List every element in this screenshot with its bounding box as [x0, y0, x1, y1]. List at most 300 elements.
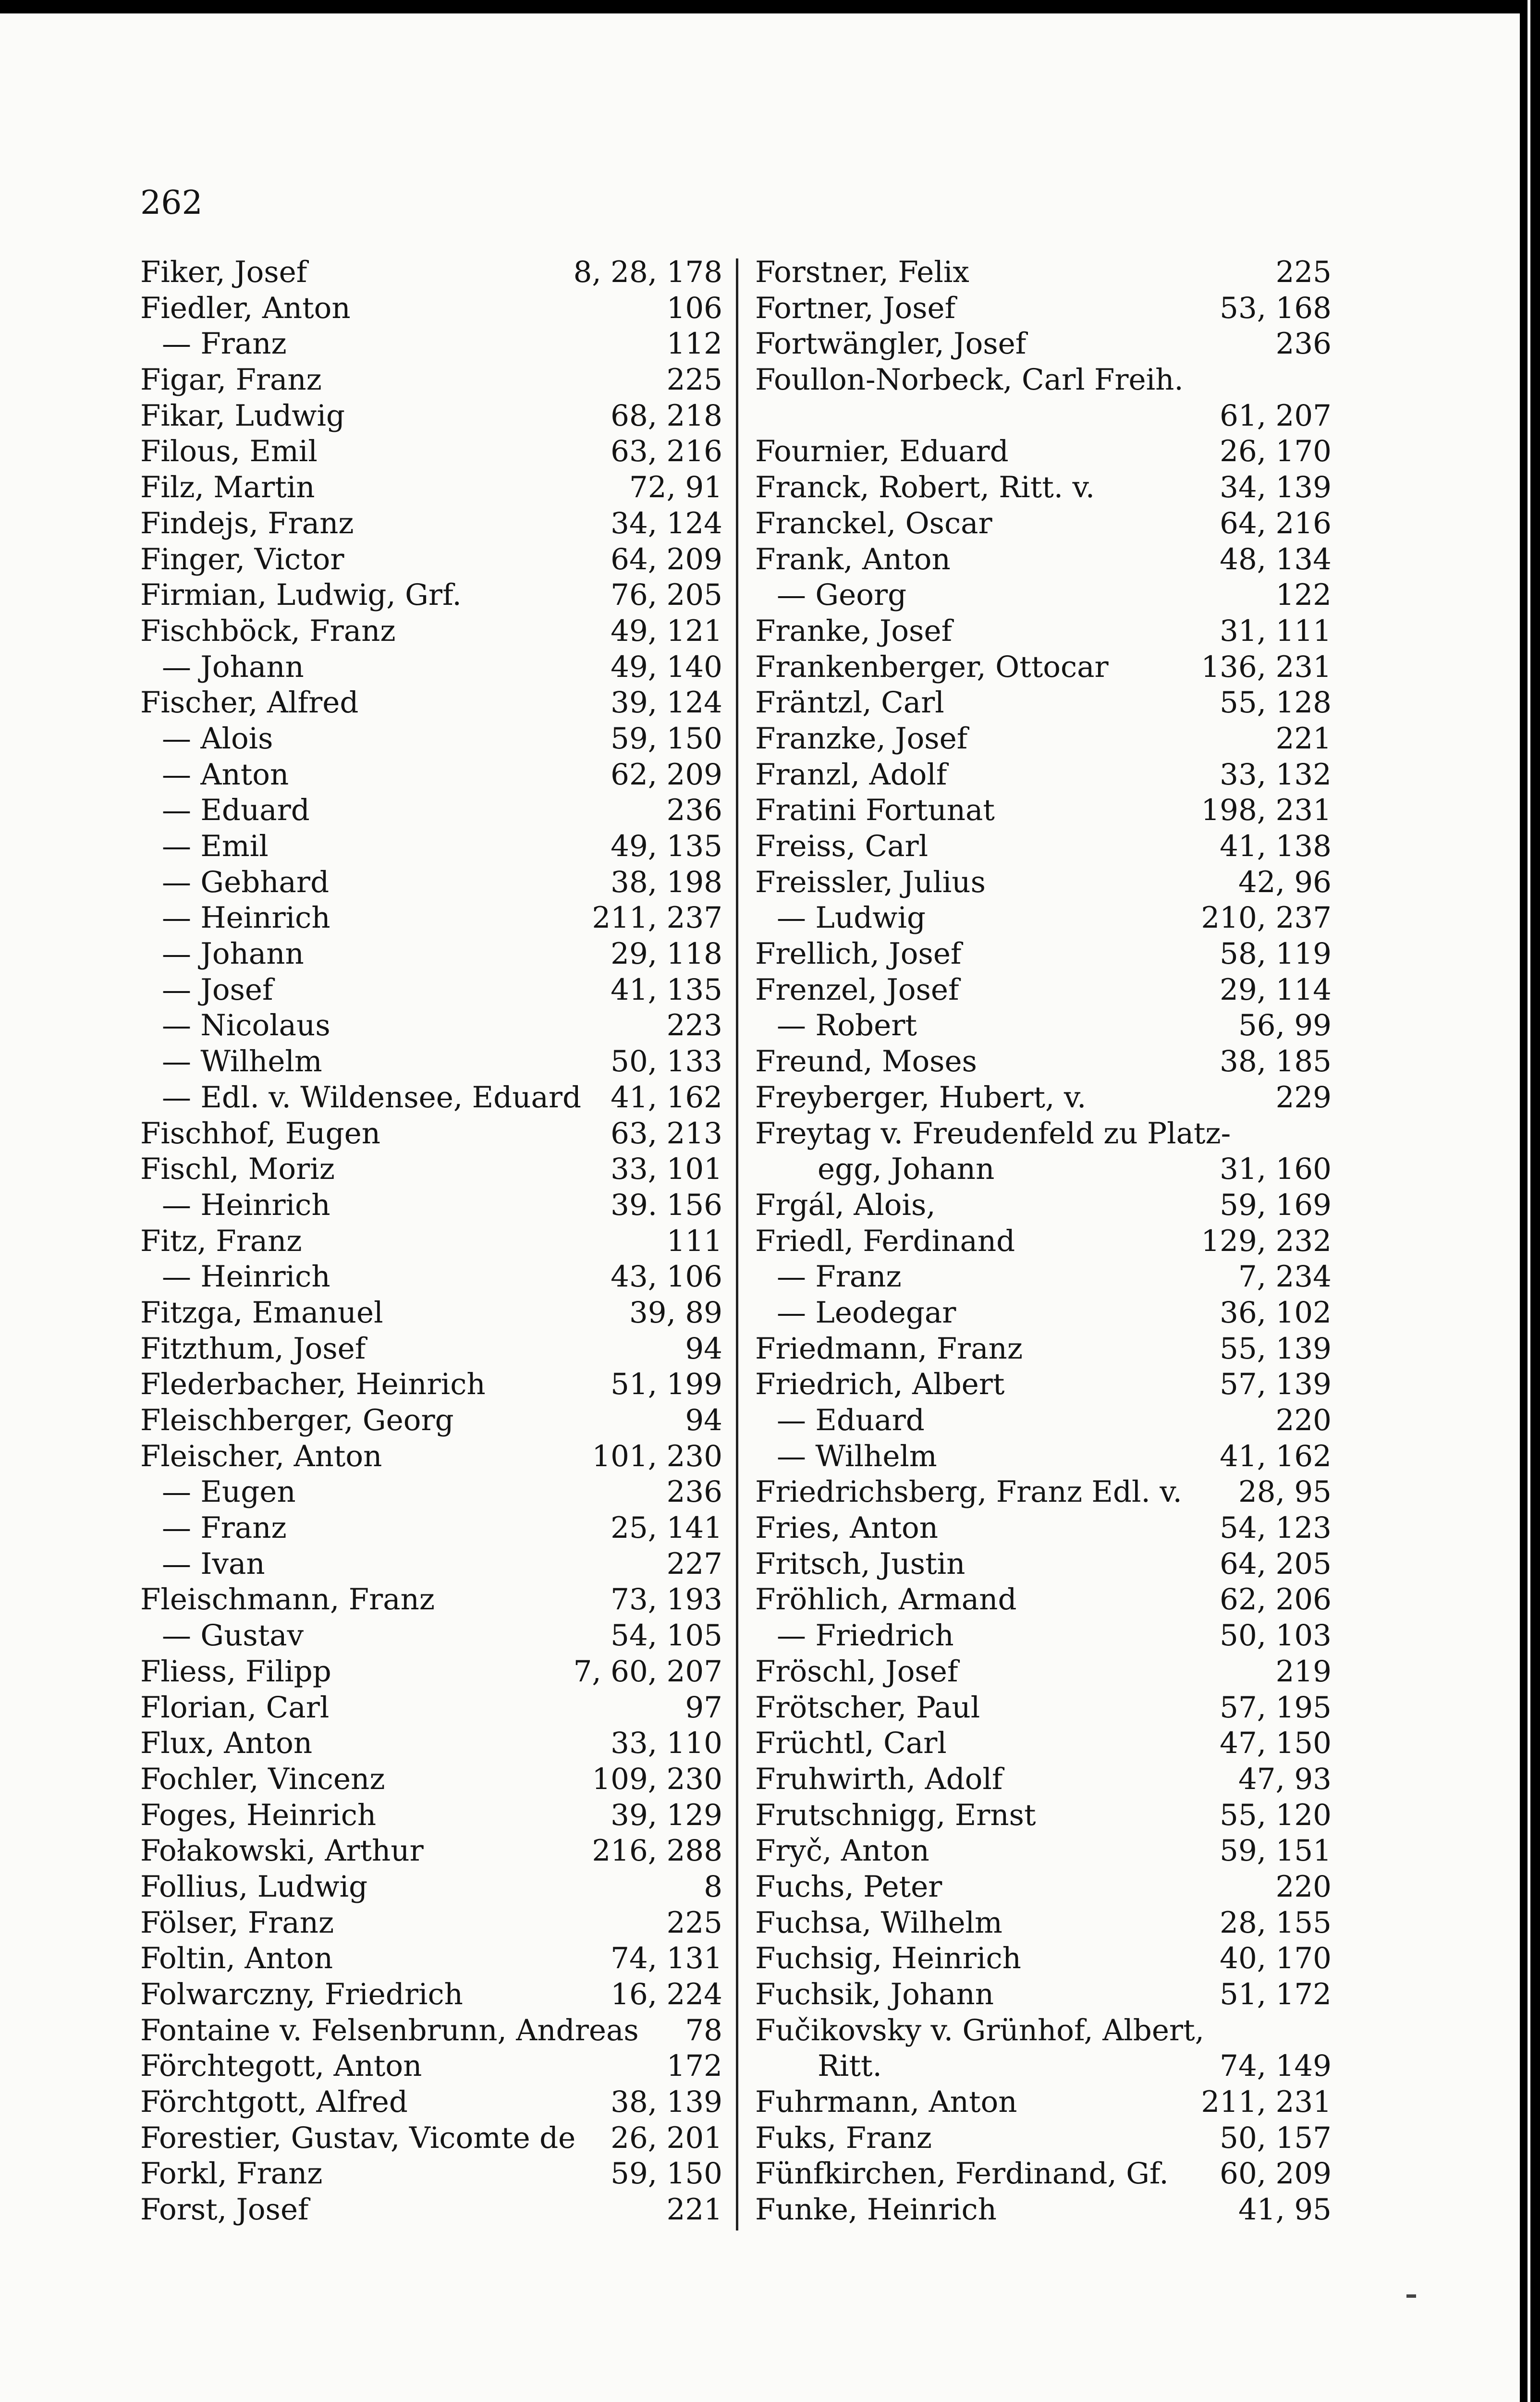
entry-name: Flederbacher, Heinrich: [140, 1367, 486, 1402]
entry-name: Fiker, Josef: [140, 255, 307, 289]
entry-pages: 236: [1275, 327, 1332, 361]
entry-name: — Eduard: [162, 793, 310, 828]
index-entry: [140, 1618, 722, 1654]
entry-name: Filous, Emil: [140, 434, 318, 469]
entry-name: Franck, Robert, Ritt. v.: [755, 470, 1095, 505]
entry-pages: 74, 131: [611, 1941, 722, 1976]
entry-name: Fiedler, Anton: [140, 291, 351, 325]
index-entry: [755, 900, 1332, 936]
entry-pages: 48, 134: [1220, 542, 1332, 576]
index-entry: [140, 398, 722, 434]
entry-name: Fischer, Alfred: [140, 686, 359, 720]
entry-name: Figar, Franz: [140, 363, 322, 397]
entry-pages: 39, 89: [629, 1295, 722, 1330]
entry-name: — Johann: [162, 650, 304, 684]
index-entry: [140, 1403, 722, 1439]
entry-name: Frankenberger, Ottocar: [755, 650, 1109, 684]
entry-pages: 94: [685, 1403, 722, 1437]
index-entry: [140, 1546, 722, 1582]
entry-name: Fröhlich, Armand: [755, 1582, 1017, 1617]
entry-pages: 55, 128: [1220, 686, 1332, 720]
index-entry: [755, 2192, 1332, 2228]
index-entry: [755, 613, 1332, 650]
entry-pages: 31, 160: [1220, 1152, 1332, 1187]
entry-pages: 57, 139: [1220, 1367, 1332, 1402]
entry-name: Foltin, Anton: [140, 1941, 333, 1976]
entry-name: Fröschl, Josef: [755, 1654, 958, 1689]
entry-pages: 55, 139: [1220, 1331, 1332, 1366]
index-entry: [755, 793, 1332, 829]
index-entry: [140, 362, 722, 398]
entry-name: — Ivan: [162, 1546, 265, 1581]
entry-name: Fikar, Ludwig: [140, 398, 345, 433]
index-entry: [755, 1690, 1332, 1726]
entry-pages: 41, 135: [611, 972, 722, 1007]
index-entry: [755, 1654, 1332, 1690]
index-entry: [755, 1295, 1332, 1331]
index-entry: [755, 1941, 1332, 1977]
entry-pages: 61, 207: [1220, 398, 1332, 433]
entry-name: Fryč, Anton: [755, 1834, 929, 1868]
entry-name: — Franz: [162, 1511, 287, 1545]
entry-name: Frellich, Josef: [755, 937, 962, 971]
entry-pages: 60, 209: [1220, 2157, 1332, 2191]
entry-pages: 33, 101: [611, 1152, 722, 1187]
index-entry: [140, 1439, 722, 1475]
entry-pages: 33, 132: [1220, 757, 1332, 792]
entry-pages: 225: [666, 1905, 722, 1940]
entry-pages: 59, 169: [1220, 1188, 1332, 1222]
index-entry: [140, 650, 722, 686]
index-entry: [755, 1188, 1332, 1224]
index-entry: [140, 1224, 722, 1260]
entry-pages: 50, 157: [1220, 2120, 1332, 2155]
entry-pages: 31, 111: [1220, 613, 1332, 648]
index-entry: [140, 2192, 722, 2228]
entry-name: Friedmann, Franz: [755, 1331, 1023, 1366]
entry-pages: 34, 124: [611, 506, 722, 540]
entry-pages: 62, 206: [1220, 1582, 1332, 1617]
entry-name: Fitzga, Emanuel: [140, 1295, 383, 1330]
entry-name: Flux, Anton: [140, 1726, 313, 1761]
index-entry: [140, 2048, 722, 2084]
entry-name: Fruhwirth, Adolf: [755, 1762, 1003, 1796]
index-entry: [755, 1977, 1332, 2013]
entry-name: Fries, Anton: [755, 1511, 939, 1545]
entry-pages: 68, 218: [611, 398, 722, 433]
index-column-left: [140, 255, 722, 2228]
entry-pages: 16, 224: [611, 1977, 722, 2011]
index-entry: [140, 2156, 722, 2192]
entry-pages: 223: [666, 1008, 722, 1043]
entry-name: Franke, Josef: [755, 613, 953, 648]
entry-pages: 97: [685, 1690, 722, 1725]
entry-name: Fleischer, Anton: [140, 1439, 382, 1473]
index-entry: [755, 1224, 1332, 1260]
entry-pages: 76, 205: [611, 578, 722, 613]
index-entry: [140, 1690, 722, 1726]
entry-pages: 41, 162: [611, 1080, 722, 1115]
entry-name: — Robert: [777, 1008, 917, 1043]
entry-name: — Leodegar: [777, 1295, 956, 1330]
entry-name: Forst, Josef: [140, 2193, 309, 2227]
entry-pages: 211, 231: [1201, 2085, 1332, 2120]
entry-name: Fitzthum, Josef: [140, 1331, 366, 1366]
entry-pages: 49, 135: [611, 829, 722, 863]
entry-name: Früchtl, Carl: [755, 1726, 947, 1761]
column-divider: [736, 258, 738, 2230]
index-entry: [140, 1331, 722, 1367]
index-entry: [755, 1403, 1332, 1439]
entry-pages: 49, 121: [611, 613, 722, 648]
index-entry: [140, 506, 722, 542]
entry-name: — Alois: [162, 721, 273, 756]
entry-name: Freyberger, Hubert, v.: [755, 1080, 1087, 1115]
entry-name: Forstner, Felix: [755, 255, 969, 289]
index-entry: [140, 1044, 722, 1080]
index-entry: [140, 757, 722, 793]
entry-pages: 198, 231: [1201, 793, 1332, 828]
entry-pages: 211, 237: [592, 901, 722, 935]
index-entry: [140, 434, 722, 470]
entry-pages: 26, 201: [611, 2120, 722, 2155]
index-entry: [755, 1510, 1332, 1546]
index-entry: [140, 1798, 722, 1834]
entry-name: — Georg: [777, 578, 907, 613]
index-entry: [140, 1905, 722, 1941]
entry-pages: 94: [685, 1331, 722, 1366]
entry-name: Fontaine v. Felsenbrunn, Andreas: [140, 2013, 639, 2047]
entry-name: — Josef: [162, 972, 273, 1007]
entry-pages: 28, 155: [1220, 1905, 1332, 1940]
index-entry: [755, 1367, 1332, 1403]
index-entry: [140, 1152, 722, 1188]
entry-name: Franckel, Oscar: [755, 506, 992, 540]
index-entry: [755, 1439, 1332, 1475]
entry-pages: 26, 170: [1220, 434, 1332, 469]
index-entry: [755, 326, 1332, 362]
entry-pages: 219: [1275, 1654, 1332, 1689]
entry-name: Fölser, Franz: [140, 1905, 334, 1940]
entry-name: Fuchsig, Heinrich: [755, 1941, 1021, 1976]
index-entry: [140, 829, 722, 865]
index-entry: [755, 506, 1332, 542]
entry-pages: 225: [1275, 255, 1332, 289]
page-edge-line: [1528, 0, 1530, 2402]
entry-pages: 216, 288: [592, 1834, 722, 1868]
entry-name: Forkl, Franz: [140, 2157, 323, 2191]
entry-pages: 236: [666, 793, 722, 828]
entry-pages: 29, 114: [1220, 972, 1332, 1007]
entry-pages: 41, 138: [1220, 829, 1332, 863]
entry-pages: 74, 149: [1220, 2049, 1332, 2083]
entry-pages: 39. 156: [611, 1188, 722, 1222]
index-entry: [140, 972, 722, 1008]
entry-name: Funke, Heinrich: [755, 2193, 997, 2227]
entry-name: Finger, Victor: [140, 542, 344, 576]
entry-name: — Nicolaus: [162, 1008, 330, 1043]
entry-name: Fuks, Franz: [755, 2120, 932, 2155]
entry-name: — Emil: [162, 829, 269, 863]
entry-pages: 220: [1275, 1869, 1332, 1904]
entry-name: Freiss, Carl: [755, 829, 929, 863]
entry-name: Frank, Anton: [755, 542, 951, 576]
index-entry: [755, 1546, 1332, 1582]
index-entry: [140, 865, 722, 901]
entry-pages: 28, 95: [1238, 1475, 1332, 1509]
entry-name: Fleischmann, Franz: [140, 1582, 435, 1617]
index-entry: [755, 936, 1332, 972]
entry-name: Fleischberger, Georg: [140, 1403, 454, 1437]
index-entry: [755, 2156, 1332, 2192]
entry-pages: 49, 140: [611, 650, 722, 684]
index-entry: [755, 650, 1332, 686]
entry-name: Fournier, Eduard: [755, 434, 1009, 469]
entry-name: — Franz: [777, 1260, 902, 1294]
index-entry: [755, 1044, 1332, 1080]
entry-pages: 38, 139: [611, 2085, 722, 2120]
index-entry: [755, 1905, 1332, 1941]
index-entry: [140, 542, 722, 578]
index-entry: [140, 721, 722, 757]
entry-pages: 34, 139: [1220, 470, 1332, 505]
entry-pages: 229: [1275, 1080, 1332, 1115]
entry-pages: 43, 106: [611, 1260, 722, 1294]
entry-pages: 51, 199: [611, 1367, 722, 1402]
entry-name: Fliess, Filipp: [140, 1654, 331, 1689]
index-entry: [140, 291, 722, 327]
index-entry: [140, 685, 722, 721]
entry-pages: 54, 105: [611, 1618, 722, 1653]
entry-pages: 38, 185: [1220, 1044, 1332, 1079]
entry-pages: 112: [666, 327, 722, 361]
entry-pages: 40, 170: [1220, 1941, 1332, 1976]
entry-name: — Ludwig: [777, 901, 926, 935]
index-entry: [755, 1869, 1332, 1905]
entry-name: — Wilhelm: [777, 1439, 937, 1473]
index-entry: [140, 2084, 722, 2120]
entry-name: Fräntzl, Carl: [755, 686, 944, 720]
book-page: [0, 13, 1520, 2402]
index-entry: [755, 865, 1332, 901]
index-entry: [140, 1116, 722, 1152]
entry-name: Förchtgott, Alfred: [140, 2085, 408, 2120]
page-number: 262: [140, 184, 203, 222]
entry-pages: 56, 99: [1238, 1008, 1332, 1043]
entry-name: Fołakowski, Arthur: [140, 1834, 424, 1868]
index-entry: [140, 326, 722, 362]
entry-pages: 221: [1275, 721, 1332, 756]
entry-name: Foullon-Norbeck, Carl Freih.: [755, 363, 1184, 397]
index-entry: [755, 255, 1332, 291]
entry-name: Franzke, Josef: [755, 721, 968, 756]
index-entry: [755, 362, 1332, 398]
entry-pages: 64, 209: [611, 542, 722, 576]
entry-name: Friedrichsberg, Franz Edl. v.: [755, 1475, 1182, 1509]
entry-name: — Anton: [162, 757, 289, 792]
index-entry: [140, 1080, 722, 1116]
entry-name: Fuchsik, Johann: [755, 1977, 994, 2011]
entry-pages: 41, 95: [1238, 2193, 1332, 2227]
index-entry: [140, 1582, 722, 1618]
index-entry: [755, 1116, 1332, 1152]
entry-pages: 109, 230: [592, 1762, 722, 1796]
entry-pages: 129, 232: [1201, 1224, 1332, 1258]
index-entry: [140, 1295, 722, 1331]
entry-pages: 72, 91: [629, 470, 722, 505]
index-entry: [755, 1152, 1332, 1188]
index-entry: [140, 2013, 722, 2049]
entry-name: Follius, Ludwig: [140, 1869, 368, 1904]
index-entry: [755, 470, 1332, 506]
index-column-right: [755, 255, 1332, 2228]
entry-pages: 63, 216: [611, 434, 722, 469]
entry-name: Frenzel, Josef: [755, 972, 959, 1007]
entry-pages: 39, 124: [611, 686, 722, 720]
entry-pages: 78: [685, 2013, 722, 2047]
index-entry: [755, 829, 1332, 865]
entry-name: Fortwängler, Josef: [755, 327, 1027, 361]
entry-pages: 47, 150: [1220, 1726, 1332, 1761]
index-entry: [755, 2013, 1332, 2049]
index-entry: [755, 2048, 1332, 2084]
index-entry: [755, 1762, 1332, 1798]
entry-name: Folwarczny, Friedrich: [140, 1977, 463, 2011]
index-entry: [755, 1008, 1332, 1044]
entry-name: Fuhrmann, Anton: [755, 2085, 1017, 2120]
entry-pages: 33, 110: [611, 1726, 722, 1761]
index-entry: [755, 685, 1332, 721]
entry-pages: 51, 172: [1220, 1977, 1332, 2011]
index-entry: [755, 1474, 1332, 1510]
entry-name: Foges, Heinrich: [140, 1798, 377, 1832]
index-entry: [140, 1869, 722, 1905]
entry-pages: 59, 151: [1220, 1834, 1332, 1868]
entry-pages: 8: [704, 1869, 722, 1904]
entry-pages: 41, 162: [1220, 1439, 1332, 1473]
index-entry: [140, 577, 722, 613]
entry-pages: 221: [666, 2193, 722, 2227]
index-entry: [755, 1080, 1332, 1116]
index-entry: [755, 1582, 1332, 1618]
entry-name: Förchtegott, Anton: [140, 2049, 422, 2083]
entry-pages: 38, 198: [611, 865, 722, 899]
index-entry: [140, 1654, 722, 1690]
index-entry: [755, 398, 1332, 434]
entry-name: — Heinrich: [162, 1260, 330, 1294]
index-entry: [140, 1188, 722, 1224]
entry-pages: 8, 28, 178: [573, 255, 722, 289]
entry-name: Firmian, Ludwig, Grf.: [140, 578, 462, 613]
index-entry: [755, 1331, 1332, 1367]
entry-name: Fortner, Josef: [755, 291, 956, 325]
entry-pages: 136, 231: [1201, 650, 1332, 684]
entry-name: Freytag v. Freudenfeld zu Platz-: [755, 1116, 1231, 1151]
entry-pages: 227: [666, 1546, 722, 1581]
index-entry: [755, 1259, 1332, 1295]
entry-pages: 64, 205: [1220, 1546, 1332, 1581]
index-entry: [755, 434, 1332, 470]
entry-pages: 106: [666, 291, 722, 325]
entry-name: Fochler, Vincenz: [140, 1762, 385, 1796]
entry-name: Fratini Fortunat: [755, 793, 995, 828]
entry-pages: 172: [666, 2049, 722, 2083]
entry-pages: 36, 102: [1220, 1295, 1332, 1330]
entry-pages: 236: [666, 1475, 722, 1509]
entry-pages: 225: [666, 363, 722, 397]
entry-name: Fischl, Moriz: [140, 1152, 335, 1187]
ink-speck: [1406, 2294, 1416, 2298]
index-entry: [755, 577, 1332, 613]
entry-pages: 62, 209: [611, 757, 722, 792]
index-entry: [140, 936, 722, 972]
entry-name: Franzl, Adolf: [755, 757, 947, 792]
entry-name: Findejs, Franz: [140, 506, 354, 540]
entry-pages: 57, 195: [1220, 1690, 1332, 1725]
entry-name: Fischböck, Franz: [140, 613, 396, 648]
entry-pages: 64, 216: [1220, 506, 1332, 540]
entry-pages: 50, 133: [611, 1044, 722, 1079]
entry-name: Forestier, Gustav, Vicomte de: [140, 2120, 576, 2155]
entry-name: Fritsch, Justin: [755, 1546, 966, 1581]
index-entry: [755, 291, 1332, 327]
index-entry: [755, 1798, 1332, 1834]
index-entry: [140, 1762, 722, 1798]
index-entry: [755, 972, 1332, 1008]
index-entry: [140, 1008, 722, 1044]
index-entry: [140, 470, 722, 506]
entry-pages: 101, 230: [592, 1439, 722, 1473]
index-entry: [140, 1726, 722, 1762]
entry-name: — Friedrich: [777, 1618, 954, 1653]
entry-pages: 58, 119: [1220, 937, 1332, 971]
entry-pages: 39, 129: [611, 1798, 722, 1832]
entry-name: — Gustav: [162, 1618, 304, 1653]
index-entry: [140, 900, 722, 936]
entry-name: — Heinrich: [162, 1188, 330, 1222]
entry-name: — Franz: [162, 327, 287, 361]
entry-name: Filz, Martin: [140, 470, 315, 505]
entry-name: Freund, Moses: [755, 1044, 977, 1079]
index-entry: [140, 1833, 722, 1869]
entry-pages: 73, 193: [611, 1582, 722, 1617]
entry-name: Fischhof, Eugen: [140, 1116, 381, 1151]
index-entry: [755, 2084, 1332, 2120]
entry-pages: 7, 60, 207: [573, 1654, 722, 1689]
index-entry: [755, 721, 1332, 757]
entry-name: Florian, Carl: [140, 1690, 330, 1725]
entry-pages: 50, 103: [1220, 1618, 1332, 1653]
entry-name: — Johann: [162, 937, 304, 971]
entry-name: Frgál, Alois,: [755, 1188, 936, 1222]
entry-name: — Eugen: [162, 1475, 296, 1509]
entry-name: Fučikovsky v. Grünhof, Albert,: [755, 2013, 1204, 2047]
entry-pages: 54, 123: [1220, 1511, 1332, 1545]
index-entry: [755, 1833, 1332, 1869]
entry-name: Fuchs, Peter: [755, 1869, 942, 1904]
entry-name: — Gebhard: [162, 865, 330, 899]
entry-pages: 220: [1275, 1403, 1332, 1437]
entry-pages: 63, 213: [611, 1116, 722, 1151]
entry-pages: 111: [666, 1224, 722, 1258]
index-entry: [140, 1977, 722, 2013]
index-entry: [140, 1367, 722, 1403]
entry-name: — Eduard: [777, 1403, 925, 1437]
entry-name: Friedrich, Albert: [755, 1367, 1005, 1402]
entry-name: Freissler, Julius: [755, 865, 986, 899]
index-entry: [140, 1941, 722, 1977]
entry-name: Frötscher, Paul: [755, 1690, 980, 1725]
